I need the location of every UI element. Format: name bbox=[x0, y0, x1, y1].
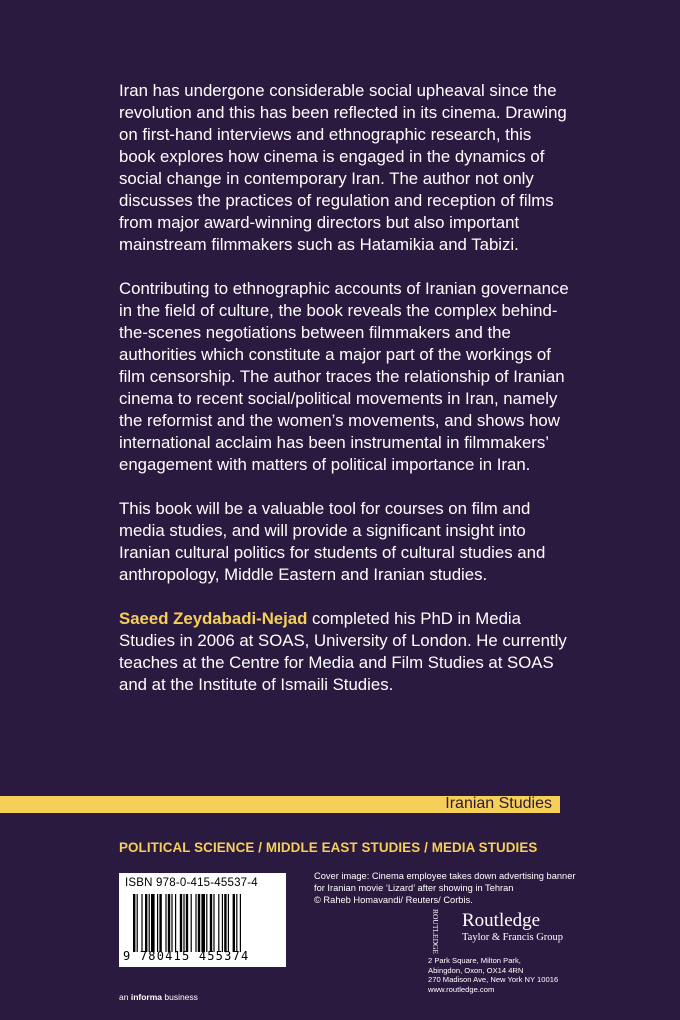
routledge-vertical-text: ROUTLEDGE bbox=[431, 909, 440, 954]
publisher-address bbox=[428, 956, 588, 994]
barcode-bar bbox=[201, 894, 205, 952]
barcode-bar bbox=[233, 894, 235, 952]
barcode-bar bbox=[222, 894, 223, 952]
address-line-3: 270 Madison Ave, New York NY 10016 bbox=[428, 975, 559, 985]
barcode-bar bbox=[236, 894, 237, 952]
author-bio-text: completed his PhD in Media Studies in 2006 at SOAS, University of London. He currently teaches at the Centre for Media and Film Studies at SOAS and at the Institute of Ismaili Studies. bbox=[119, 609, 567, 694]
series-band bbox=[0, 796, 560, 813]
address-line-2: Abingdon, Oxon, OX14 4RN bbox=[428, 965, 524, 975]
publisher-website: www.routledge.com bbox=[428, 984, 495, 994]
barcode-bar bbox=[218, 894, 219, 952]
cover-credit-caption: Cover image: Cinema employee takes down advertising banner for Iranian movie ‘Lizard’ after showing in Tehran bbox=[314, 871, 576, 893]
barcode-bar bbox=[183, 894, 184, 952]
routledge-vertical-logo bbox=[424, 907, 440, 954]
publisher-logo bbox=[424, 907, 574, 952]
barcode-bar bbox=[159, 894, 161, 952]
barcode-bar bbox=[151, 894, 155, 952]
series-label: Iranian Studies bbox=[445, 795, 552, 812]
barcode-bar bbox=[171, 894, 172, 952]
barcode-bar bbox=[198, 894, 200, 952]
barcode-bar bbox=[157, 894, 158, 952]
barcode-bar bbox=[137, 894, 138, 952]
author-name: Saeed Zeydabadi-Nejad bbox=[119, 609, 308, 628]
barcode-bar bbox=[168, 894, 170, 952]
informa-suffix: business bbox=[162, 992, 198, 1002]
barcode-bar bbox=[206, 894, 207, 952]
barcode-bar bbox=[133, 894, 135, 952]
informa-brand: informa bbox=[130, 992, 162, 1002]
barcode-bars bbox=[133, 894, 281, 952]
author-bio bbox=[119, 608, 569, 696]
barcode-bar bbox=[180, 894, 182, 952]
barcode-bar bbox=[224, 894, 226, 952]
blurb-paragraph-2: Contributing to ethnographic accounts of Iranian governance in the field of culture, the book reveals the complex behind-the-scenes negotiations between filmmakers and the authorities which constitute a major part of the workings of film censorship. The author traces the relationship of Iranian cinema to recent social/political movements in Iran, namely the reformist and the women’s movements, and shows how international acclaim has been instrumental in filmmakers’ engagement with matters of political importance in Iran. bbox=[119, 279, 569, 474]
cover-image-credit bbox=[314, 870, 576, 906]
barcode-bar bbox=[165, 894, 166, 952]
informa-prefix: an bbox=[119, 992, 131, 1002]
isbn-label: ISBN 978-0-415-45537-4 bbox=[125, 877, 258, 889]
blurb-paragraph-3: This book will be a valuable tool for courses on film and media studies, and will provide a significant insight into Iranian cultural politics for students of cultural studies and anthropology, Middle Eastern and Iranian studies. bbox=[119, 499, 546, 584]
isbn-digits: 9 780415 455374 bbox=[123, 949, 250, 963]
barcode-bar bbox=[228, 894, 229, 952]
barcode-bar bbox=[191, 894, 192, 952]
subject-categories: POLITICAL SCIENCE / MIDDLE EAST STUDIES / MEDIA STUDIES bbox=[119, 840, 538, 855]
back-cover-blurb bbox=[119, 80, 569, 718]
barcode-bar bbox=[240, 894, 241, 952]
publisher-name: Routledge bbox=[462, 910, 541, 931]
barcode-bar bbox=[145, 894, 147, 952]
address-line-1: 2 Park Square, Milton Park, bbox=[428, 956, 521, 965]
barcode-bar bbox=[149, 894, 150, 952]
barcode-bar bbox=[195, 894, 196, 952]
barcode-bar bbox=[175, 894, 176, 952]
barcode-bar bbox=[213, 894, 214, 952]
blurb-paragraph-1: Iran has undergone considerable social upheaval since the revolution and this has been reflected in its cinema. Drawing on first-hand interviews and ethnographic research, this book explores how cinema is engaged in the dynamics of social change in contemporary Iran. The author not only discusses the practices of regulation and reception of films from major award-winning directors but also important mainstream filmmakers such as Hatamikia and Tabizi. bbox=[119, 81, 567, 254]
barcode-bar bbox=[186, 894, 188, 952]
informa-business bbox=[119, 992, 198, 1002]
barcode bbox=[119, 873, 286, 967]
cover-credit-copyright: © Raheb Homavandi/ Reuters/ Corbis. bbox=[314, 895, 473, 905]
publisher-group: Taylor & Francis Group bbox=[462, 932, 564, 943]
barcode-bar bbox=[141, 894, 142, 952]
barcode-bar bbox=[210, 894, 212, 952]
